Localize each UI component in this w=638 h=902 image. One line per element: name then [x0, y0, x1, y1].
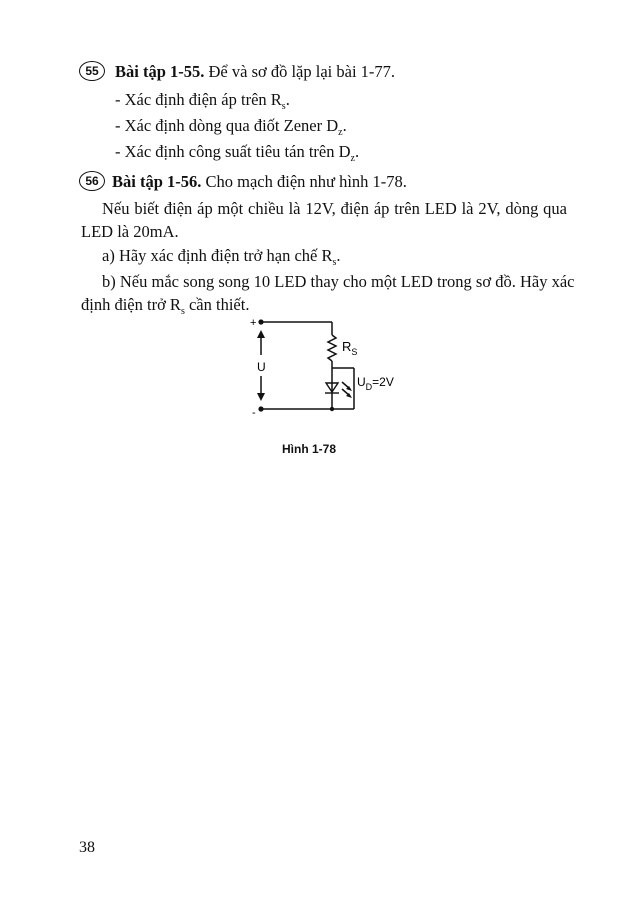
led-label-value: =2V — [372, 375, 394, 389]
page-number: 38 — [79, 839, 95, 856]
resistor-label-sub: S — [351, 347, 358, 357]
resistor-label — [342, 339, 357, 357]
exercise-56-para-line-1: Nếu biết điện áp một chiều là 12V, điện áp trên LED là 2V, dòng qua — [102, 199, 567, 218]
item-text: - Xác định dòng qua điốt Zener D — [115, 116, 339, 135]
terminal-top — [258, 319, 263, 324]
exercise-56-title: Bài tập 1-56. — [112, 172, 202, 191]
question-b-text: định điện trở R — [81, 295, 181, 314]
led-label-sub: D — [365, 382, 373, 392]
exercise-56-text: Cho mạch điện như hình 1-78. — [201, 172, 407, 191]
question-a-text: a) Hãy xác định điện trở hạn chế R — [102, 246, 333, 265]
question-b-end: cần thiết. — [184, 295, 250, 314]
resistor-label-main: R — [342, 339, 352, 354]
source-arrowhead-down — [257, 393, 265, 401]
question-a-subscript: s — [332, 257, 337, 268]
question-b-subscript: s — [180, 306, 185, 317]
item-text: - Xác định điện áp trên R — [115, 90, 282, 109]
led-label-main: U — [357, 375, 366, 389]
item-end: . — [342, 116, 347, 135]
item-end: . — [285, 90, 290, 109]
exercise-55-title: Bài tập 1-55. — [115, 62, 205, 81]
source-arrowhead-up — [257, 330, 265, 338]
item-subscript: z — [338, 127, 343, 138]
terminal-bottom — [258, 406, 263, 411]
minus-label: - — [252, 407, 256, 419]
resistor-symbol — [328, 335, 336, 361]
item-subscript: s — [281, 101, 286, 112]
exercise-56-badge: 56 — [79, 171, 105, 191]
question-b-line-1: b) Nếu mắc song song 10 LED thay cho một LED trong sơ đồ. Hãy xác — [102, 272, 575, 291]
plus-label: + — [250, 317, 257, 329]
item-text: - Xác định công suất tiêu tán trên D — [115, 142, 351, 161]
figure-caption: Hình 1-78 — [282, 442, 337, 456]
source-label: U — [257, 360, 266, 374]
item-subscript: z — [350, 153, 355, 164]
exercise-55-badge: 55 — [79, 61, 105, 81]
question-a-end: . — [336, 246, 341, 265]
led-voltage-label — [357, 375, 394, 392]
junction-bottom — [330, 407, 334, 411]
item-end: . — [354, 142, 360, 161]
exercise-56-para-line-2: LED là 20mA. — [81, 222, 179, 241]
exercise-55-text: Để và sơ đồ lặp lại bài 1-77. — [204, 62, 396, 81]
